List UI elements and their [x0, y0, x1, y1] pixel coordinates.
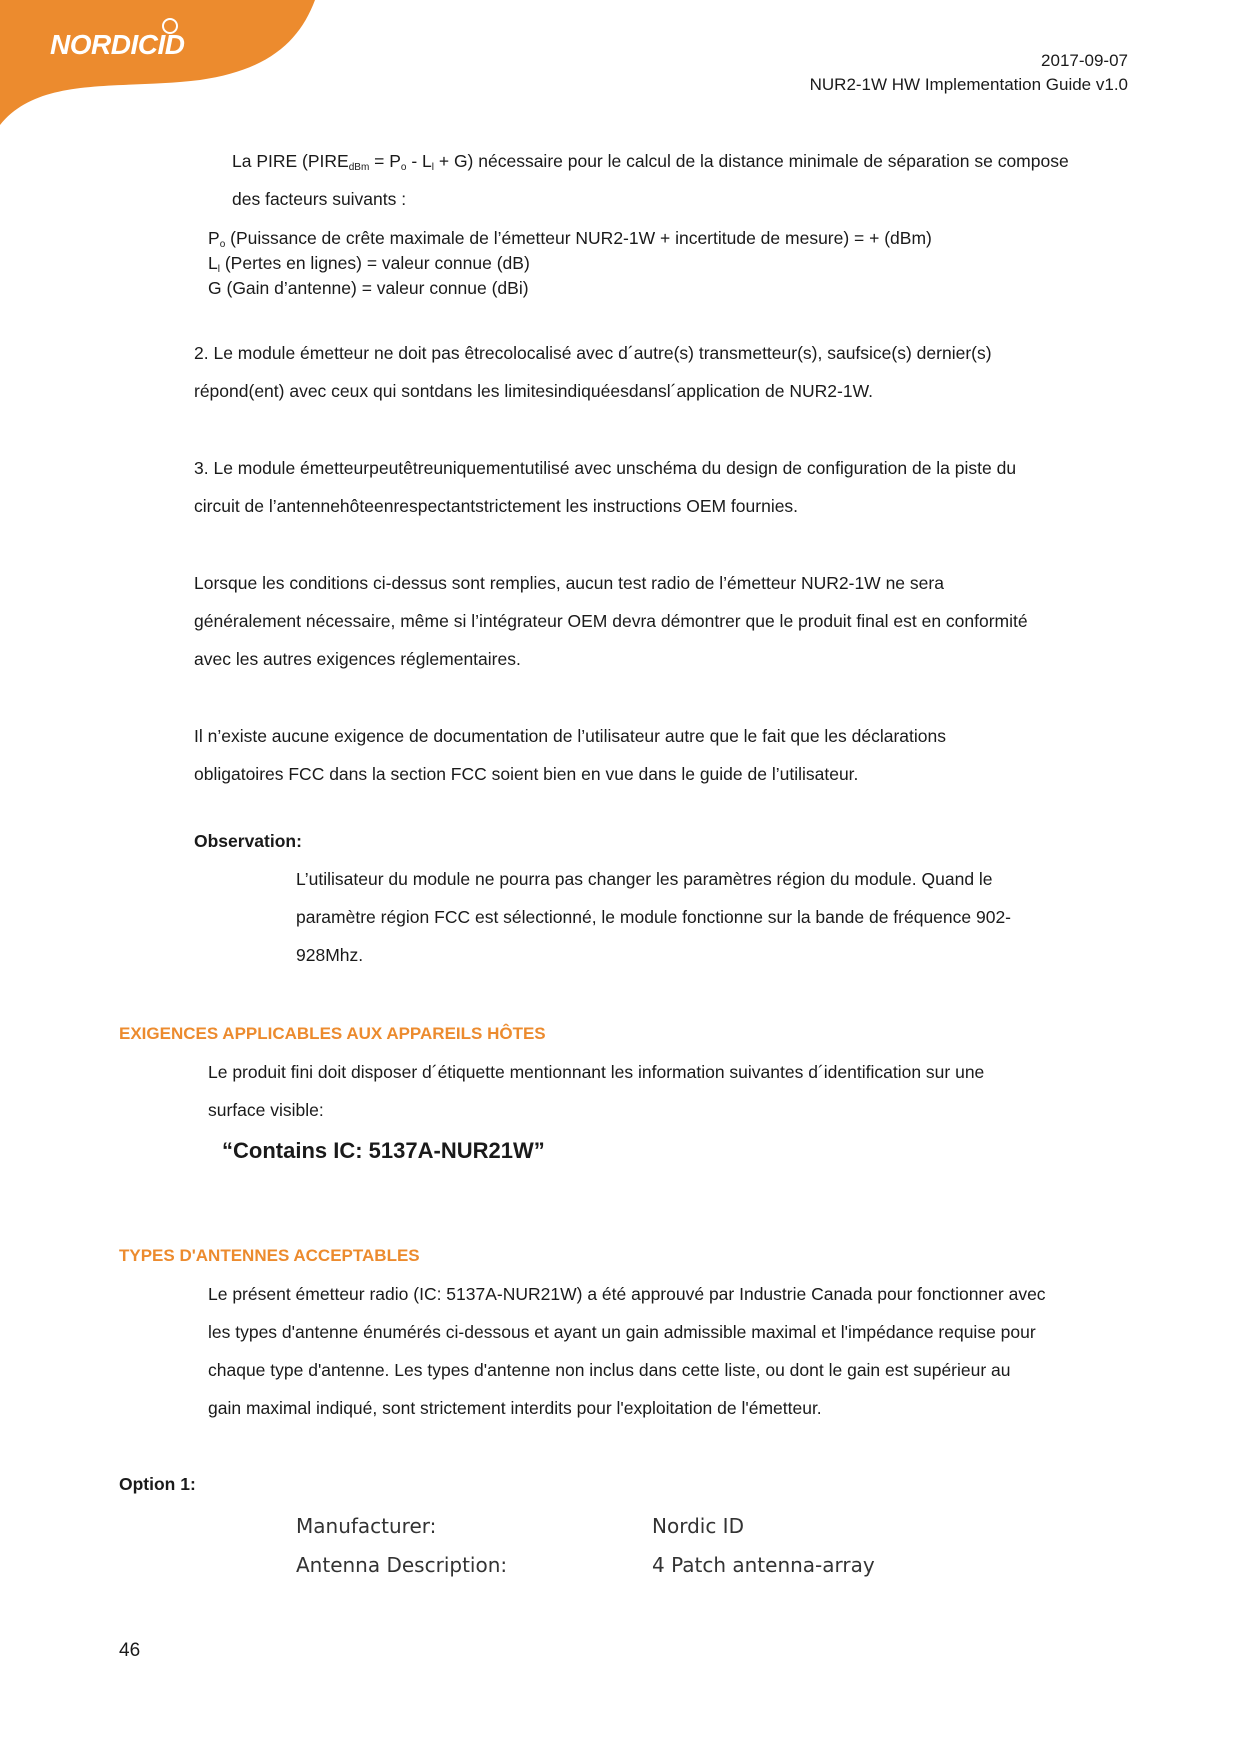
para4-line-2: généralement nécessaire, même si l’intégrateur OEM devra démontrer que le produit final est en conformité [194, 611, 1028, 631]
logo [0, 0, 320, 130]
header-date: 2017-09-07 [1041, 51, 1128, 70]
antennas-line-3: chaque type d'antenne. Les types d'antenne non inclus dans cette liste, ou dont le gain est supérieur au [208, 1360, 1011, 1380]
antennas-line-4: gain maximal indiqué, sont strictement interdits pour l'exploitation de l'émetteur. [208, 1398, 822, 1418]
spec-value-antenna-description: 4 Patch antenna-array [652, 1553, 875, 1577]
para3-line-2: circuit de l’antennehôteenrespectantstrictement les instructions OEM fournies. [194, 496, 799, 516]
pire-factor-po: Po (Puissance de crête maximale de l’émetteur NUR2-1W + incertitude de mesure) = + (dBm) [208, 228, 932, 250]
observation-line-1: L’utilisateur du module ne pourra pas changer les paramètres région du module. Quand le [296, 869, 993, 889]
antennas-line-2: les types d'antenne énumérés ci-dessous et ayant un gain admissible maximal et l'impédance requise pour [208, 1322, 1036, 1342]
observation-line-3: 928Mhz. [296, 945, 364, 965]
observation-line-2: paramètre région FCC est sélectionné, le module fonctionne sur la bande de fréquence 902- [296, 907, 1012, 927]
pire-factor-ll: Ll (Pertes en lignes) = valeur connue (dB) [208, 253, 530, 275]
spec-key-manufacturer: Manufacturer: [296, 1514, 437, 1538]
para5-line-1: Il n’existe aucune exigence de documentation de l’utilisateur autre que le fait que les déclarations [194, 726, 947, 746]
antennas-line-1: Le présent émetteur radio (IC: 5137A-NUR21W) a été approuvé par Industrie Canada pour fonctionner avec [208, 1284, 1046, 1304]
para3-line-1: 3. Le module émetteurpeutêtreuniquementutilisé avec unschéma du design de configuration de la piste du [194, 458, 1017, 478]
observation-label: Observation: [194, 831, 302, 851]
logo-text: NORDICID [50, 29, 185, 60]
antennas-heading: TYPES D'ANTENNES ACCEPTABLES [119, 1246, 420, 1265]
pire-factor-g: G (Gain d’antenne) = valeur connue (dBi) [208, 278, 529, 298]
spec-value-manufacturer: Nordic ID [652, 1514, 744, 1538]
logo-shape [0, 0, 320, 130]
host-heading: EXIGENCES APPLICABLES AUX APPAREILS HÔTES [119, 1024, 546, 1043]
para2-line-2: répond(ent) avec ceux qui sontdans les limitesindiquéesdansl´application de NUR2-1W. [194, 381, 873, 401]
host-line-2: surface visible: [208, 1100, 324, 1120]
host-ic-label: “Contains IC: 5137A-NUR21W” [222, 1138, 545, 1163]
host-line-1: Le produit fini doit disposer d´étiquette mentionnant les information suivantes d´identification sur une [208, 1062, 985, 1082]
header-doc-title: NUR2-1W HW Implementation Guide v1.0 [809, 75, 1128, 94]
spec-key-antenna-description: Antenna Description: [296, 1553, 508, 1577]
para4-line-1: Lorsque les conditions ci-dessus sont remplies, aucun test radio de l’émetteur NUR2-1W ne sera [194, 573, 944, 593]
para5-line-2: obligatoires FCC dans la section FCC soient bien en vue dans le guide de l’utilisateur. [194, 764, 859, 784]
pire-line-2: des facteurs suivants : [232, 189, 407, 209]
option1-label: Option 1: [119, 1474, 196, 1494]
para2-line-1: 2. Le module émetteur ne doit pas êtrecolocalisé avec d´autre(s) transmetteur(s), saufsice(s) dernier(s) [194, 343, 992, 363]
para4-line-3: avec les autres exigences réglementaires. [194, 649, 521, 669]
page-number: 46 [119, 1640, 141, 1661]
pire-line-1: La PIRE (PIREdBm = Po - Ll + G) nécessaire pour le calcul de la distance minimale de séparation se compose [232, 151, 1069, 173]
